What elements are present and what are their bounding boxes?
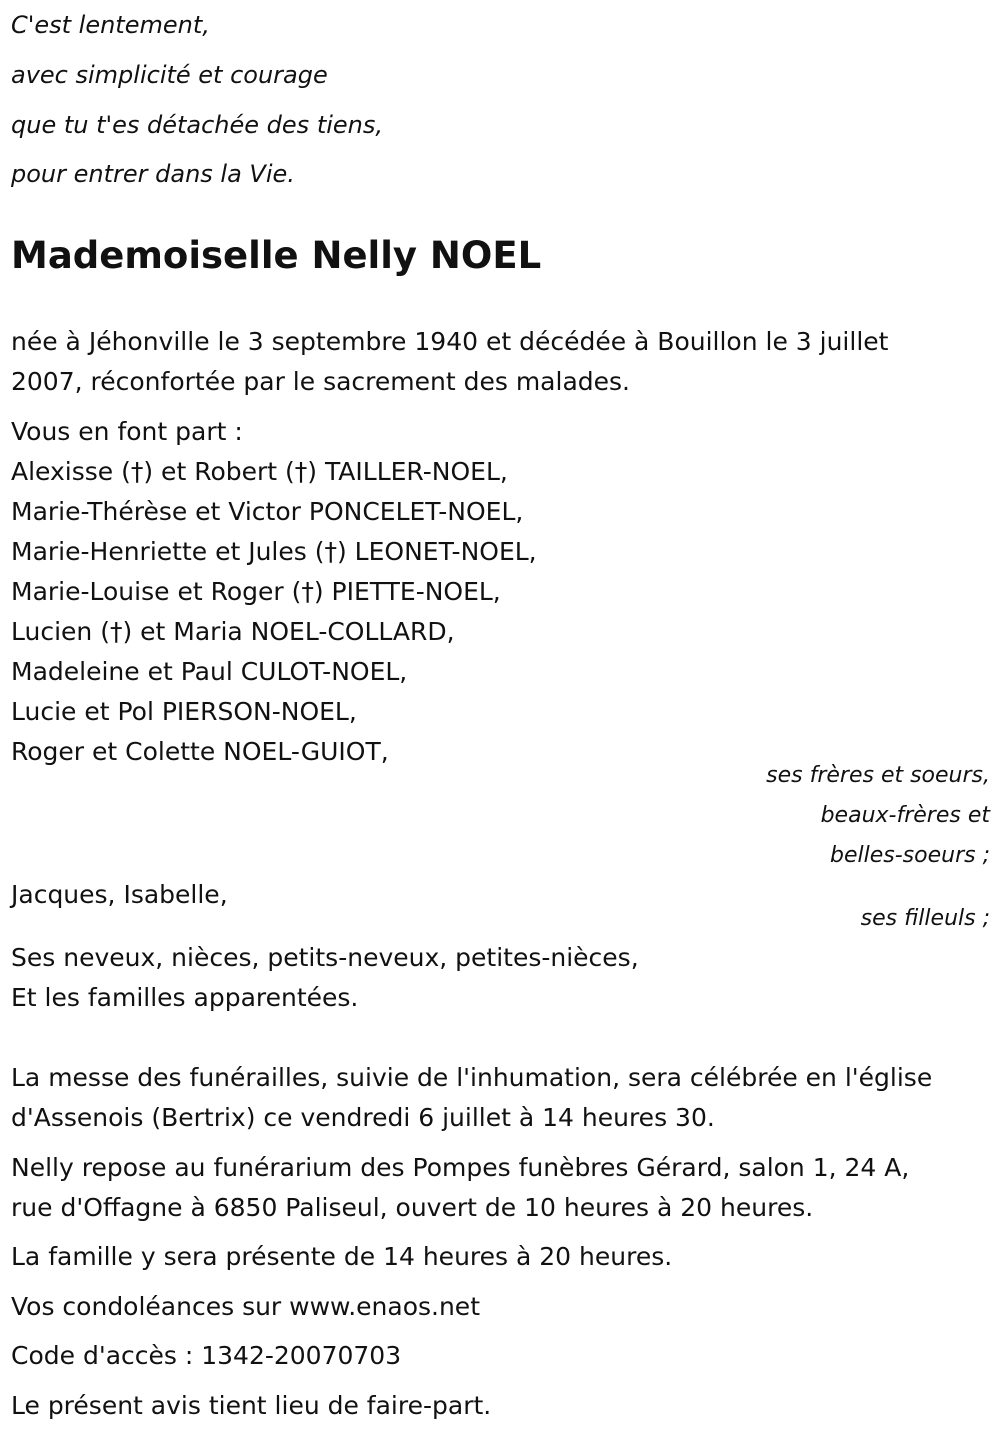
godchildren-names: Jacques, Isabelle,: [11, 880, 228, 909]
sibling-line: Lucien (†) et Maria NOEL-COLLARD,: [11, 617, 455, 646]
funeral-line-2: d'Assenois (Bertrix) ce vendredi 6 juillet à 14 heures 30.: [11, 1103, 715, 1132]
condolences-text: Vos condoléances sur www.enaos.net: [11, 1292, 480, 1321]
announcement-intro: Vous en font part :: [11, 417, 243, 446]
birth-death-line-2: 2007, réconfortée par le sacrement des malades.: [11, 367, 630, 396]
faire-part-notice: Le présent avis tient lieu de faire-part.: [11, 1391, 492, 1420]
repose-line-1: Nelly repose au funérarium des Pompes funèbres Gérard, salon 1, 24 A,: [11, 1153, 910, 1182]
poem-line-1: C'est lentement,: [11, 11, 210, 39]
poem-line-2: avec simplicité et courage: [11, 61, 328, 89]
sibling-line: Roger et Colette NOEL-GUIOT,: [11, 737, 389, 766]
relatives-line-1: Ses neveux, nièces, petits-neveux, petites-nièces,: [11, 943, 639, 972]
relatives-line-2: Et les familles apparentées.: [11, 983, 359, 1012]
sibling-line: Lucie et Pol PIERSON-NOEL,: [11, 697, 357, 726]
family-presence: La famille y sera présente de 14 heures à 20 heures.: [11, 1242, 673, 1271]
birth-death-line-1: née à Jéhonville le 3 septembre 1940 et décédée à Bouillon le 3 juillet: [11, 327, 889, 356]
deceased-name-title: Mademoiselle Nelly NOEL: [11, 234, 542, 277]
funeral-line-1: La messe des funérailles, suivie de l'inhumation, sera célébrée en l'église: [11, 1063, 933, 1092]
repose-line-2: rue d'Offagne à 6850 Paliseul, ouvert de 10 heures à 20 heures.: [11, 1193, 814, 1222]
sibling-line: Marie-Henriette et Jules (†) LEONET-NOEL,: [11, 537, 537, 566]
poem-line-3: que tu t'es détachée des tiens,: [11, 111, 383, 139]
sibling-line: Marie-Thérèse et Victor PONCELET-NOEL,: [11, 497, 524, 526]
siblings-role-line-2: beaux-frères et: [820, 803, 990, 828]
access-code: Code d'accès : 1342-20070703: [11, 1341, 402, 1370]
sibling-line: Alexisse (†) et Robert (†) TAILLER-NOEL,: [11, 457, 508, 486]
godchildren-role: ses filleuls ;: [860, 906, 990, 931]
sibling-line: Madeleine et Paul CULOT-NOEL,: [11, 657, 408, 686]
sibling-line: Marie-Louise et Roger (†) PIETTE-NOEL,: [11, 577, 501, 606]
siblings-role-line-3: belles-soeurs ;: [830, 843, 990, 868]
siblings-role-line-1: ses frères et soeurs,: [766, 763, 990, 788]
poem-line-4: pour entrer dans la Vie.: [11, 160, 295, 188]
